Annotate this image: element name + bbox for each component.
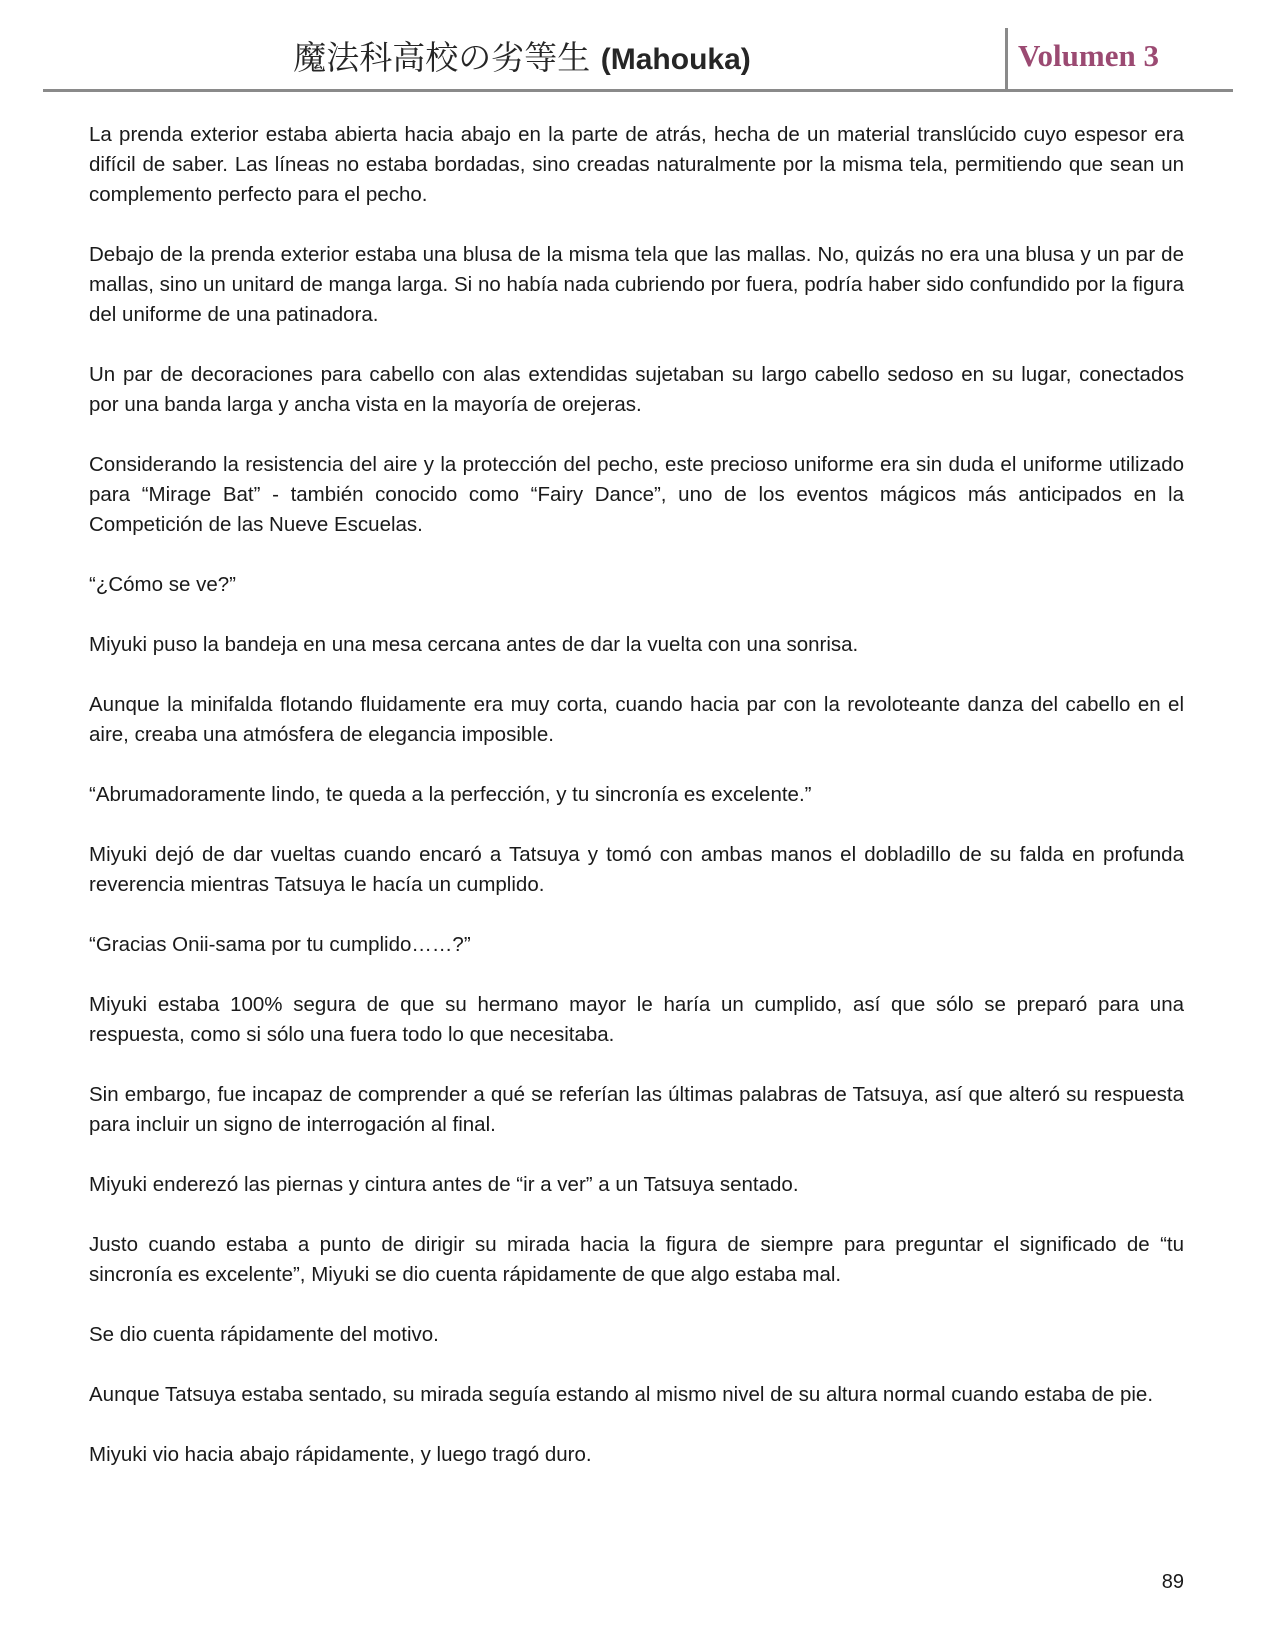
paragraph: Miyuki dejó de dar vueltas cuando encaró a Tatsuya y tomó con ambas manos el dobladillo de su falda en profunda reverencia mientras Tatsuya le hacía un cumplido. bbox=[89, 843, 1184, 896]
paragraph: “Gracias Onii-sama por tu cumplido……?” bbox=[89, 933, 471, 956]
paragraph: Miyuki estaba 100% segura de que su hermano mayor le haría un cumplido, así que sólo se preparó para una respuesta, como si sólo una fuera todo lo que necesitaba. bbox=[89, 993, 1184, 1046]
paragraph: Miyuki enderezó las piernas y cintura antes de “ir a ver” a un Tatsuya sentado. bbox=[89, 1173, 799, 1196]
paragraph: Aunque Tatsuya estaba sentado, su mirada seguía estando al mismo nivel de su altura normal cuando estaba de pie. bbox=[89, 1383, 1154, 1406]
book-title-japanese: 魔法科高校の劣等生 bbox=[293, 38, 591, 77]
paragraph: Considerando la resistencia del aire y la protección del pecho, este precioso uniforme era sin duda el uniforme utilizado para “Mirage Bat” - también conocido como “Fairy Dance”, uno de los eventos mágicos más anticipados en la Competición de las Nueve Escuelas. bbox=[89, 453, 1184, 536]
volume-label: Volumen 3 bbox=[1018, 38, 1159, 73]
page-body bbox=[89, 120, 1184, 1500]
page-header bbox=[43, 26, 1233, 92]
header-vertical-divider bbox=[1005, 28, 1008, 90]
paragraph: “Abrumadoramente lindo, te queda a la perfección, y tu sincronía es excelente.” bbox=[89, 783, 812, 806]
paragraph: Miyuki puso la bandeja en una mesa cercana antes de dar la vuelta con una sonrisa. bbox=[89, 633, 859, 656]
paragraph: Sin embargo, fue incapaz de comprender a qué se referían las últimas palabras de Tatsuya, así que alteró su respuesta para incluir un signo de interrogación al final. bbox=[89, 1083, 1184, 1136]
paragraph: “¿Cómo se ve?” bbox=[89, 573, 236, 596]
paragraph: La prenda exterior estaba abierta hacia abajo en la parte de atrás, hecha de un material translúcido cuyo espesor era difícil de saber. Las líneas no estaba bordadas, sino creadas naturalmente por la misma tela, permitiendo que sean un complemento perfecto para el pecho. bbox=[89, 123, 1184, 206]
paragraph: Debajo de la prenda exterior estaba una blusa de la misma tela que las mallas. No, quizás no era una blusa y un par de mallas, sino un unitard de manga larga. Si no había nada cubriendo por fuera, podría haber sido confundido por la figura del uniforme de una patinadora. bbox=[89, 243, 1184, 326]
paragraph: Miyuki vio hacia abajo rápidamente, y luego tragó duro. bbox=[89, 1443, 592, 1466]
paragraph: Aunque la minifalda flotando fluidamente era muy corta, cuando hacia par con la revoloteante danza del cabello en el aire, creaba una atmósfera de elegancia imposible. bbox=[89, 693, 1184, 746]
book-title bbox=[43, 36, 1001, 82]
book-title-latin: (Mahouka) bbox=[600, 43, 751, 76]
paragraph: Un par de decoraciones para cabello con alas extendidas sujetaban su largo cabello sedoso en su lugar, conectados por una banda larga y ancha vista en la mayoría de orejeras. bbox=[89, 363, 1184, 416]
header-horizontal-rule bbox=[43, 89, 1233, 92]
paragraph: Se dio cuenta rápidamente del motivo. bbox=[89, 1323, 439, 1346]
page-number: 89 bbox=[1161, 1571, 1184, 1593]
paragraph: Justo cuando estaba a punto de dirigir su mirada hacia la figura de siempre para preguntar el significado de “tu sincronía es excelente”, Miyuki se dio cuenta rápidamente de que algo estaba mal. bbox=[89, 1233, 1184, 1286]
